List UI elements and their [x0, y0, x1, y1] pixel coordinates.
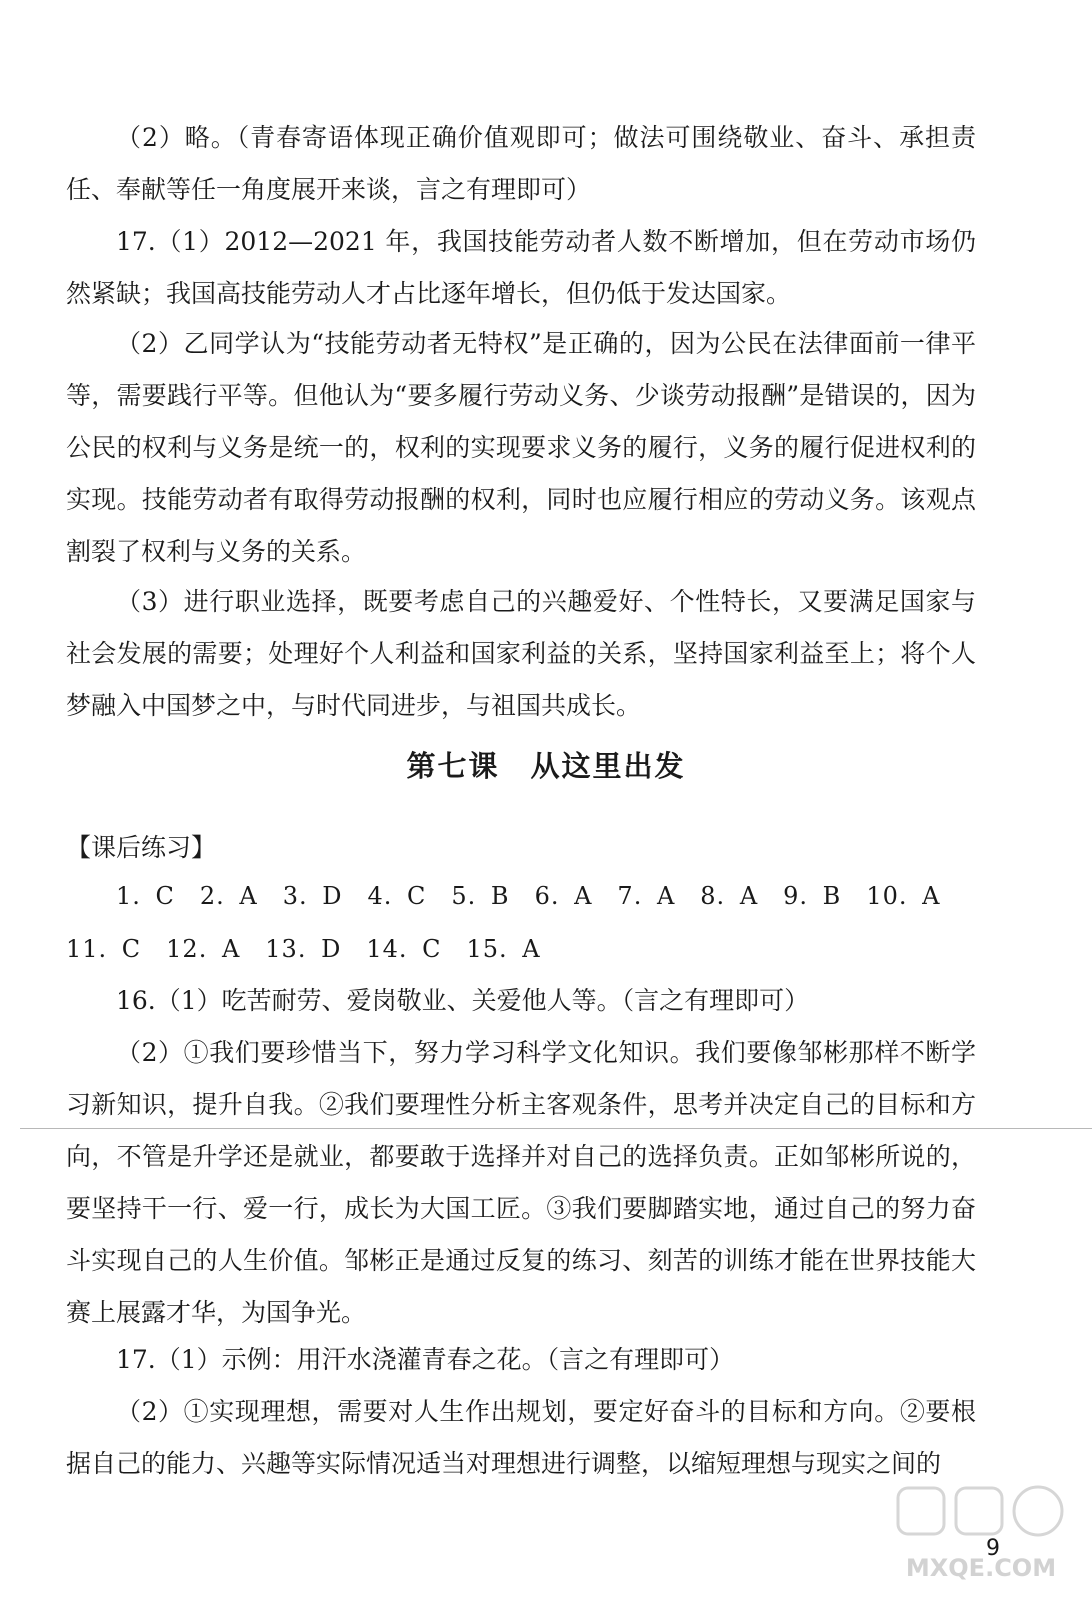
watermark-logo: [886, 1480, 1076, 1590]
paragraph-17-1-new: 17.（1）示例：用汗水浇灌青春之花。（言之有理即可）: [116, 1345, 735, 1374]
paragraph-17-1: 17.（1）2012—2021 年，我国技能劳动者人数不断增加，但在劳动市场仍然紧缺；我国高技能劳动人才占比逐年增长，但仍低于发达国家。: [66, 227, 976, 308]
paragraph-16-2: （2）略。（青春寄语体现正确价值观即可；做法可围绕敬业、奋斗、承担责任、奉献等任一角度展开来谈，言之有理即可）: [66, 123, 976, 204]
section-label: 【课后练习】: [66, 833, 217, 862]
watermark-box-1: [898, 1488, 944, 1534]
watermark-circle: [1014, 1487, 1062, 1535]
paragraph-17-2-new: （2）①实现理想，需要对人生作出规划，要定好奋斗的目标和方向。②要根据自己的能力、兴趣等实际情况适当对理想进行调整，以缩短理想与现实之间的: [66, 1397, 976, 1478]
paragraph-16-2-new: （2）①我们要珍惜当下，努力学习科学文化知识。我们要像邹彬那样不断学习新知识，提升自我。②我们要理性分析主客观条件，思考并决定自己的目标和方向，不管是升学还是就业，都要敢于选择并对自己的选择负责。正如邹彬所说的，要坚持干一行、爱一行，成长为大国工匠。③我们要脚踏实地，通过自己的努力奋斗实现自己的人生价值。邹彬正是通过反复的练习、刻苦的训练才能在世界技能大赛上展露才华，为国争光。: [66, 1038, 976, 1327]
multiple-choice-answers: 1. C 2. A 3. D 4. C 5. B 6. A 7. A 8. A 9. B 10. A 11. C 12. A 13. D 14. C 15. A: [66, 882, 966, 963]
lesson-title: 第七课 从这里出发: [406, 749, 686, 783]
scan-fold-line: [20, 1128, 1092, 1129]
paragraph-17-2: （2）乙同学认为“技能劳动者无特权”是正确的，因为公民在法律面前一律平等，需要践行平等。但他认为“要多履行劳动义务、少谈劳动报酬”是错误的，因为公民的权利与义务是统一的，权利的实现要求义务的履行，义务的履行促进权利的实现。技能劳动者有取得劳动报酬的权利，同时也应履行相应的劳动义务。该观点割裂了权利与义务的关系。: [66, 329, 976, 566]
watermark-box-2: [956, 1488, 1002, 1534]
watermark-text: MXQE.COM: [905, 1554, 1057, 1582]
paragraph-16-1-new: 16.（1）吃苦耐劳、爱岗敬业、关爱他人等。（言之有理即可）: [116, 986, 810, 1015]
page-number: 9: [986, 1536, 1000, 1561]
paragraph-17-3: （3）进行职业选择，既要考虑自己的兴趣爱好、个性特长，又要满足国家与社会发展的需要；处理好个人利益和国家利益的关系，坚持国家利益至上；将个人梦融入中国梦之中，与时代同进步，与祖国共成长。: [66, 587, 976, 720]
